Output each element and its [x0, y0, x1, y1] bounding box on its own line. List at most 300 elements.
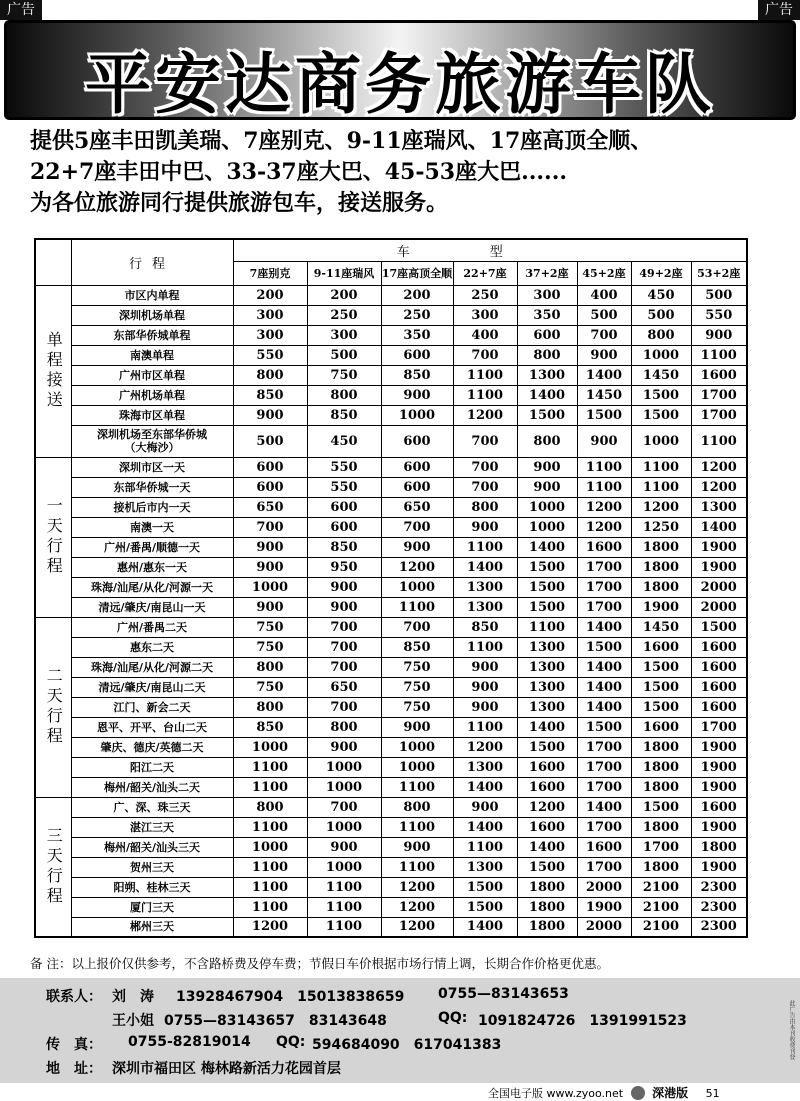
price-cell: 1000: [307, 757, 381, 777]
route-cell: [71, 517, 233, 537]
price-cell: 250: [381, 305, 453, 325]
price-cell: 400: [453, 325, 517, 345]
price-cell: 1600: [517, 757, 577, 777]
category-cell: [35, 285, 71, 457]
price-cell: 1300: [517, 365, 577, 385]
route-name: 南澳一天: [130, 520, 174, 534]
price-cell: 1600: [691, 637, 747, 657]
price-cell: 600: [233, 477, 307, 497]
price-cell: 1100: [517, 617, 577, 637]
price-cell: 1800: [517, 897, 577, 917]
price-cell: 900: [691, 325, 747, 345]
route-cell: [71, 677, 233, 697]
route-name: 梅州/韶关/汕头三天: [103, 840, 201, 854]
price-cell: 950: [307, 557, 381, 577]
route-cell: [71, 477, 233, 497]
route-name: 珠海/汕尾/从化/河源一天: [90, 580, 214, 594]
price-cell: 2000: [577, 917, 631, 937]
category-cell: [35, 457, 71, 617]
category-label: 二天行程: [44, 667, 64, 747]
price-cell: 1100: [691, 425, 747, 457]
table-row: [35, 497, 747, 517]
price-cell: 1100: [453, 385, 517, 405]
price-cell: 250: [307, 305, 381, 325]
price-cell: 1500: [517, 597, 577, 617]
contact-panel: [0, 978, 800, 1083]
contact-label: 联系人：: [46, 989, 102, 1005]
table-row: [35, 877, 747, 897]
price-cell: 1500: [631, 697, 691, 717]
price-cell: 900: [381, 385, 453, 405]
price-cell: 1100: [307, 917, 381, 937]
vehicle-header: 53+2座: [691, 261, 747, 285]
price-cell: 2100: [631, 877, 691, 897]
price-cell: 500: [233, 425, 307, 457]
price-cell: 1200: [517, 797, 577, 817]
price-cell: 550: [307, 477, 381, 497]
title-banner: [4, 20, 796, 120]
price-cell: 1800: [517, 917, 577, 937]
price-cell: 1200: [381, 917, 453, 937]
price-cell: 1800: [631, 737, 691, 757]
route-name: 清远/肇庆/南昆山二天: [98, 680, 206, 694]
car-type-header: 车型: [233, 239, 747, 261]
route-name: 贺州三天: [130, 860, 174, 874]
price-cell: 300: [233, 305, 307, 325]
price-cell: 600: [517, 325, 577, 345]
ad-label-left: 广告: [0, 0, 42, 20]
route-cell: [71, 405, 233, 425]
price-cell: 800: [517, 345, 577, 365]
price-cell: 800: [631, 325, 691, 345]
table-row: [35, 737, 747, 757]
price-cell: 1700: [631, 837, 691, 857]
price-cell: 700: [577, 325, 631, 345]
price-cell: 1000: [233, 837, 307, 857]
route-name: 南澳单程: [130, 348, 174, 362]
price-cell: 800: [233, 697, 307, 717]
price-cell: 1100: [453, 717, 517, 737]
price-cell: 850: [233, 717, 307, 737]
price-cell: 800: [233, 657, 307, 677]
route-name: 阳朔、桂林三天: [113, 880, 191, 894]
price-cell: 1100: [233, 877, 307, 897]
price-cell: 1000: [233, 737, 307, 757]
route-cell: [71, 325, 233, 345]
page-footer: [488, 1084, 720, 1101]
table-row: [35, 837, 747, 857]
table-row: [35, 325, 747, 345]
price-cell: 1200: [381, 877, 453, 897]
intro-text: [30, 126, 790, 219]
table-row: [35, 857, 747, 877]
price-cell: 900: [307, 837, 381, 857]
price-cell: 1450: [631, 365, 691, 385]
price-cell: 900: [381, 837, 453, 857]
price-cell: 1600: [631, 637, 691, 657]
route-name: 广、深、珠三天: [113, 800, 191, 814]
route-cell: [71, 345, 233, 365]
price-cell: 1500: [631, 405, 691, 425]
price-cell: 1700: [577, 857, 631, 877]
category-label: 三天行程: [44, 826, 64, 907]
route-name: 清远/肇庆/南昆山一天: [98, 600, 206, 614]
price-cell: 700: [381, 617, 453, 637]
route-name-extra: （大梅沙）: [124, 441, 180, 454]
price-cell: 800: [233, 365, 307, 385]
table-row: [35, 637, 747, 657]
route-cell: [71, 365, 233, 385]
price-cell: 700: [307, 637, 381, 657]
remarks: 备 注：以上报价仅供参考，不含路桥费及停车费；节假日车价根据市场行情上调，长期合作价格更优惠。: [30, 956, 609, 971]
price-cell: 1500: [631, 677, 691, 697]
price-cell: 800: [307, 717, 381, 737]
contact-mobile-1: 13928467904 15013838659: [176, 989, 405, 1005]
price-cell: 900: [577, 425, 631, 457]
price-cell: 1300: [453, 597, 517, 617]
route-name: 东部华侨城一天: [113, 480, 191, 494]
route-cell: [71, 737, 233, 757]
price-cell: 2100: [631, 897, 691, 917]
route-cell: [71, 617, 233, 637]
price-cell: 2300: [691, 897, 747, 917]
vehicle-header: 49+2座: [631, 261, 691, 285]
route-name: 郴州三天: [130, 920, 174, 934]
qq-label-2: QQ:: [276, 1034, 306, 1050]
price-cell: 1900: [691, 537, 747, 557]
price-cell: 800: [381, 797, 453, 817]
price-cell: 1900: [691, 777, 747, 797]
price-cell: 800: [453, 497, 517, 517]
price-cell: 450: [631, 285, 691, 305]
price-cell: 1500: [631, 797, 691, 817]
price-cell: 1600: [691, 677, 747, 697]
price-cell: 900: [307, 597, 381, 617]
price-cell: 750: [381, 657, 453, 677]
price-cell: 650: [307, 677, 381, 697]
price-cell: 1100: [577, 477, 631, 497]
price-cell: 1300: [691, 497, 747, 517]
price-cell: 900: [517, 477, 577, 497]
price-cell: 900: [453, 657, 517, 677]
price-cell: 1700: [691, 385, 747, 405]
contact-phone-2: 0755—83143657 83143648: [164, 1013, 387, 1029]
contact-person-2: 王小姐: [112, 1013, 154, 1029]
price-cell: 750: [233, 637, 307, 657]
price-cell: 1000: [381, 737, 453, 757]
price-cell: 300: [307, 325, 381, 345]
price-cell: 1700: [577, 777, 631, 797]
price-cell: 600: [381, 345, 453, 365]
price-cell: 900: [453, 677, 517, 697]
price-cell: 1800: [631, 857, 691, 877]
price-cell: 1400: [453, 817, 517, 837]
price-cell: 1800: [631, 817, 691, 837]
price-cell: 700: [307, 617, 381, 637]
price-cell: 900: [233, 537, 307, 557]
price-cell: 1900: [631, 597, 691, 617]
price-cell: 300: [233, 325, 307, 345]
globe-icon: [631, 1086, 645, 1100]
price-cell: 500: [631, 305, 691, 325]
price-cell: 1700: [577, 597, 631, 617]
price-cell: 500: [307, 345, 381, 365]
route-name: 深圳机场至东部华侨城: [97, 428, 207, 441]
price-cell: 1100: [233, 757, 307, 777]
price-cell: 1200: [577, 517, 631, 537]
table-row: [35, 757, 747, 777]
price-cell: 1800: [631, 557, 691, 577]
corner-cell: [35, 239, 71, 285]
price-cell: 1100: [233, 817, 307, 837]
price-cell: 1500: [517, 577, 577, 597]
price-cell: 1100: [233, 777, 307, 797]
price-cell: 900: [233, 557, 307, 577]
price-cell: 1500: [631, 385, 691, 405]
price-cell: 1200: [381, 897, 453, 917]
price-cell: 700: [381, 517, 453, 537]
route-cell: [71, 897, 233, 917]
contact-phone-1: 0755—83143653: [438, 986, 569, 1002]
route-cell: [71, 385, 233, 405]
vehicle-header: 37+2座: [517, 261, 577, 285]
price-cell: 2000: [691, 597, 747, 617]
price-cell: 1100: [233, 897, 307, 917]
route-cell: [71, 425, 233, 457]
price-cell: 700: [453, 457, 517, 477]
price-cell: 600: [233, 457, 307, 477]
price-cell: 1900: [691, 857, 747, 877]
price-cell: 1500: [453, 897, 517, 917]
price-cell: 1800: [691, 837, 747, 857]
route-cell: [71, 597, 233, 617]
price-cell: 1800: [631, 777, 691, 797]
price-cell: 1400: [453, 777, 517, 797]
price-cell: 1400: [577, 365, 631, 385]
route-cell: [71, 877, 233, 897]
price-cell: 850: [307, 405, 381, 425]
price-cell: 1600: [691, 657, 747, 677]
price-cell: 1600: [631, 717, 691, 737]
price-cell: 800: [233, 797, 307, 817]
price-cell: 1700: [577, 557, 631, 577]
price-cell: 500: [691, 285, 747, 305]
price-cell: 1000: [381, 577, 453, 597]
price-cell: 1300: [517, 677, 577, 697]
price-cell: 750: [233, 617, 307, 637]
price-cell: 900: [233, 597, 307, 617]
price-cell: 1000: [307, 777, 381, 797]
price-cell: 550: [233, 345, 307, 365]
price-cell: 1400: [577, 657, 631, 677]
table-row: [35, 477, 747, 497]
table-row: [35, 345, 747, 365]
price-cell: 600: [381, 425, 453, 457]
price-cell: 1100: [381, 857, 453, 877]
price-cell: 1800: [631, 757, 691, 777]
footer-edition: 深港版: [652, 1086, 689, 1100]
intro-line: 提供5座丰田凯美瑞、7座别克、9-11座瑞风、17座高顶全顺、: [30, 128, 653, 154]
route-cell: [71, 305, 233, 325]
price-cell: 1000: [631, 345, 691, 365]
price-cell: 1500: [691, 617, 747, 637]
price-cell: 900: [381, 537, 453, 557]
table-row: [35, 557, 747, 577]
route-name: 恩平、开平、台山二天: [97, 720, 207, 734]
price-cell: 350: [381, 325, 453, 345]
fax-label: 传 真：: [46, 1037, 102, 1053]
price-cell: 1300: [453, 577, 517, 597]
contact-person-1: 刘 涛: [112, 989, 154, 1005]
vehicle-header: 7座别克: [233, 261, 307, 285]
price-cell: 1400: [517, 385, 577, 405]
price-cell: 1100: [631, 457, 691, 477]
price-cell: 1700: [691, 405, 747, 425]
vehicle-header: 45+2座: [577, 261, 631, 285]
price-cell: 650: [381, 497, 453, 517]
price-cell: 700: [307, 657, 381, 677]
route-cell: [71, 577, 233, 597]
price-cell: 350: [517, 305, 577, 325]
table-row: [35, 577, 747, 597]
price-cell: 850: [233, 385, 307, 405]
price-cell: 900: [577, 345, 631, 365]
table-row: [35, 897, 747, 917]
price-cell: 900: [307, 737, 381, 757]
route-cell: [71, 757, 233, 777]
table-row: [35, 385, 747, 405]
table-row: [35, 797, 747, 817]
price-cell: 750: [381, 677, 453, 697]
route-cell: [71, 837, 233, 857]
price-cell: 900: [453, 697, 517, 717]
route-name: 接机后市内一天: [113, 500, 191, 514]
price-cell: 1500: [631, 657, 691, 677]
price-cell: 1000: [381, 405, 453, 425]
price-cell: 2000: [577, 877, 631, 897]
price-cell: 900: [233, 405, 307, 425]
price-cell: 1700: [577, 577, 631, 597]
price-cell: 700: [453, 477, 517, 497]
price-cell: 200: [233, 285, 307, 305]
qq-numbers-2: 594684090 617041383: [312, 1037, 502, 1053]
price-cell: 1800: [517, 877, 577, 897]
route-name: 厦门三天: [130, 900, 174, 914]
route-name: 湛江三天: [130, 820, 174, 834]
price-cell: 1300: [517, 657, 577, 677]
table-row: [35, 917, 747, 937]
price-cell: 700: [233, 517, 307, 537]
route-cell: [71, 657, 233, 677]
table-row: [35, 365, 747, 385]
route-name: 深圳市区一天: [119, 460, 185, 474]
table-row: [35, 285, 747, 305]
route-name: 珠海/汕尾/从化/河源二天: [90, 660, 214, 674]
price-cell: 1000: [631, 425, 691, 457]
price-cell: 850: [381, 637, 453, 657]
route-name: 深圳机场单程: [119, 308, 185, 322]
price-cell: 1900: [691, 557, 747, 577]
price-cell: 1250: [631, 517, 691, 537]
price-cell: 1200: [691, 477, 747, 497]
price-cell: 1100: [381, 777, 453, 797]
price-cell: 1000: [307, 857, 381, 877]
vehicle-header: 17座高顶全顺: [381, 261, 453, 285]
page-title: 平安达商务旅游车队: [85, 45, 715, 120]
price-cell: 1500: [517, 405, 577, 425]
table-row: [35, 657, 747, 677]
route-name: 珠海市区单程: [119, 408, 185, 422]
qq-numbers-1: 1091824726 1391991523: [478, 1013, 687, 1029]
price-cell: 1400: [577, 617, 631, 637]
price-cell: 1300: [453, 757, 517, 777]
price-cell: 1800: [631, 577, 691, 597]
price-cell: 1200: [453, 737, 517, 757]
price-cell: 1600: [517, 817, 577, 837]
price-cell: 900: [307, 577, 381, 597]
address: 深圳市福田区 梅林路新活力花园首层: [112, 1061, 341, 1077]
price-cell: 600: [307, 497, 381, 517]
vehicle-header: 22+7座: [453, 261, 517, 285]
price-cell: 200: [381, 285, 453, 305]
route-cell: [71, 457, 233, 477]
table-row: [35, 537, 747, 557]
price-cell: 1100: [577, 457, 631, 477]
price-cell: 900: [453, 517, 517, 537]
price-cell: 550: [691, 305, 747, 325]
price-cell: 600: [381, 477, 453, 497]
price-cell: 1400: [517, 837, 577, 857]
price-cell: 1300: [517, 697, 577, 717]
price-cell: 1600: [691, 697, 747, 717]
route-name: 江门、新会二天: [113, 700, 191, 714]
price-cell: 1400: [691, 517, 747, 537]
price-cell: 1600: [691, 365, 747, 385]
vehicle-header: 9-11座瑞风: [307, 261, 381, 285]
price-cell: 1500: [517, 857, 577, 877]
price-cell: 600: [307, 517, 381, 537]
route-name: 广州/番禺二天: [116, 620, 188, 634]
price-cell: 1000: [517, 497, 577, 517]
price-cell: 1400: [577, 677, 631, 697]
price-cell: 1900: [691, 817, 747, 837]
price-cell: 400: [577, 285, 631, 305]
ad-label-right: 广告: [758, 0, 800, 20]
price-cell: 850: [381, 365, 453, 385]
route-header: 行程: [71, 239, 233, 285]
route-name: 肇庆、德庆/英德二天: [100, 740, 204, 754]
price-cell: 1000: [307, 817, 381, 837]
price-cell: 1600: [577, 537, 631, 557]
price-cell: 1500: [577, 717, 631, 737]
price-cell: 1100: [631, 477, 691, 497]
address-label: 地 址：: [46, 1061, 102, 1077]
qq-label: QQ:: [438, 1010, 468, 1026]
route-cell: [71, 817, 233, 837]
table-row: [35, 305, 747, 325]
table-row: [35, 425, 747, 457]
price-cell: 750: [381, 697, 453, 717]
route-name: 市区内单程: [124, 288, 180, 302]
price-cell: 1500: [517, 737, 577, 757]
price-cell: 1100: [453, 637, 517, 657]
price-cell: 2300: [691, 877, 747, 897]
price-cell: 300: [453, 305, 517, 325]
route-cell: [71, 857, 233, 877]
price-cell: 1600: [517, 777, 577, 797]
price-cell: 800: [517, 425, 577, 457]
price-cell: 1400: [453, 917, 517, 937]
